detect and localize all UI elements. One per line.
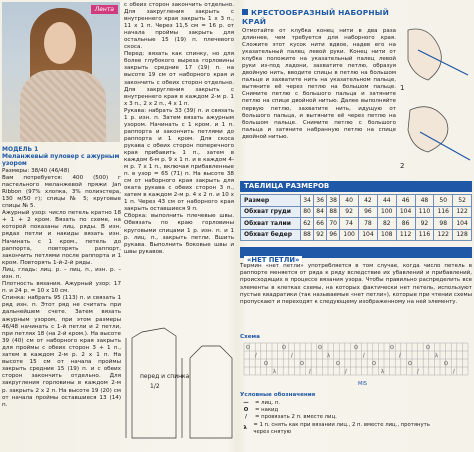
svg-text:1: 1 bbox=[400, 84, 405, 92]
cross-edge-section bbox=[242, 8, 396, 141]
brand-logo: Лента bbox=[91, 5, 118, 14]
scheme-symbol: O bbox=[354, 345, 358, 351]
size-cell: 70 bbox=[327, 218, 340, 230]
size-cell: 98 bbox=[434, 218, 453, 230]
size-cell: 116 bbox=[415, 229, 434, 241]
scheme-symbol: O bbox=[444, 361, 448, 367]
size-cell: 74 bbox=[340, 218, 359, 230]
front-text: Перед: вязать как спинку, но для более глубокого выреза горловины закрыть средние 17 (19) п. на высоте 19 см от наборного края и закончить с обеих сторон отдельно. Для закругления закрыть с внутреннего края в каждом 2-м р. 1 х 3 п., 2 х 2 п., 4 х 1 п. bbox=[124, 51, 234, 107]
scheme-symbol: / bbox=[291, 353, 293, 359]
scheme-symbol: / bbox=[255, 353, 257, 359]
sleeve-piece bbox=[190, 346, 232, 438]
size-cell: 122 bbox=[453, 206, 472, 218]
legend-symbol: — bbox=[243, 400, 249, 406]
density-text: Плотность вязания. Ажурный узор: 17 п. и 24 р. = 10 х 10 см. bbox=[2, 281, 121, 295]
size-table-row bbox=[241, 195, 472, 207]
size-cell: 84 bbox=[314, 206, 327, 218]
square-bullet-icon bbox=[242, 9, 248, 15]
sizes-text: Размеры: 38/40 (46/48) bbox=[2, 167, 70, 174]
legend-text: = лиц. п. bbox=[255, 400, 281, 406]
size-cell: 104 bbox=[396, 206, 415, 218]
scheme-symbol: λ bbox=[327, 353, 330, 359]
size-cell: 92 bbox=[415, 218, 434, 230]
back-text: Спинка: набрать 95 (113) п. и связать 1 ряд изн. п. Этот ряд не считать при дальнейшем счете. Затем вязать ажурным узором, при этом размеры 46/48 начинать с 1-й петли и 2 петли, при петлях 18 (на 2-й кром.). На высоте 39 (40) см от наборного края закрыть для проймы с обеих сторон 3 + 1 п., затем в каждом 2-м р. 2 х 1 п. На высоте 15 см от начала проймы закрыть средние 15 (19) п. и с обеих сторон закончить отдельно. Для закругления горловины в каждом 2-м р. закрыть 2 х 2 п. На высоте 19 (20) см от начала проймы оставшиеся 13 (14) п. bbox=[2, 295, 121, 408]
model-photo bbox=[2, 2, 120, 142]
scheme-symbol: O bbox=[408, 361, 412, 367]
size-cell: 96 bbox=[327, 229, 340, 241]
legend-item bbox=[240, 407, 440, 414]
size-cell: 108 bbox=[377, 229, 396, 241]
stockinette-text: Лиц. гладь: лиц. р. – лиц. п., изн. р. – изн. п. bbox=[2, 266, 121, 281]
column-2 bbox=[124, 2, 234, 256]
scheme-symbol: / bbox=[363, 353, 365, 359]
no-loop-header bbox=[240, 247, 472, 264]
hand-1-icon bbox=[408, 29, 441, 80]
scheme-symbol: O bbox=[300, 361, 304, 367]
size-cell: 46 bbox=[396, 195, 415, 207]
scheme-symbol: O bbox=[372, 361, 376, 367]
materials-text: Вам потребуется: 400 (500) г пастельного меланжевой пряжи Jan Ribbon (97% хлопка, 3% полиэстера, 130 м/50 г); спицы № 5; круговые спицы № 5. bbox=[2, 174, 121, 210]
size-cell: 112 bbox=[396, 229, 415, 241]
instructions-cont: с обеих сторон закончить отдельно. Для закругления закрыть с внутреннего края закрыть 1 х 3 п., 11 х 1 п. Через 11,5 см = 16 р. от начала проймы закрыть для остальные 15 (19) п. плечевого скоса. bbox=[124, 2, 234, 51]
no-loop-title: «НЕТ ПЕТЛИ» bbox=[244, 256, 302, 265]
legend bbox=[240, 400, 440, 436]
size-cell: 92 bbox=[314, 229, 327, 241]
no-loop-text: Термин «нет петли» употребляется в том случае, когда число петель в раппорте меняется от ряда к ряду вследствие их убавлений и прибавлений, происходящих в процессе вязания узора. Чтобы правильно распределить все элементы в клетках схемы, на которых фактически нет петель, используют пустые квадратики (так называемые «нет петли»), которые при чтении схемы пропускают и переходят к следующему изображенному на ней элементу. bbox=[240, 263, 472, 306]
model-title: Меланжевый пуловер с ажурным узором bbox=[2, 153, 120, 168]
knitting-scheme bbox=[240, 341, 472, 387]
size-cell: 48 bbox=[415, 195, 434, 207]
size-cell: 110 bbox=[415, 206, 434, 218]
size-row-label: Обхват груди bbox=[241, 206, 301, 218]
scheme-title: Схема bbox=[240, 334, 260, 340]
size-cell: 100 bbox=[340, 229, 359, 241]
sleeves-text: Рукава: набрать 33 (39) п. и связать 1 р. изн. п. Затем вязать ажурным узором. Начинать с 1 кром. и 1 п. раппорта и закончить петлями до раппорта и 1 кром. Для скоса рукава с обеих сторон поперечного края прибавить 1 п., затем в каждом 6-м р. 9 х 1 п. и в каждом 4-м р. 7 х 1 п., включая прибавленные п. в узор = 65 (71) п. На высоте 38 см от наборного края закрыть для оката рукава с обеих сторон 3 п., затем в каждом 2-м р. 4 х 2 п. и 10 х 1 п. Через 43 см от наборного края закрыть оставшиеся 9 п. bbox=[124, 107, 234, 213]
cross-edge-title: КРЕСТООБРАЗНЫЙ НАБОРНЫЙ КРАЙ bbox=[242, 8, 390, 26]
size-cell: 80 bbox=[301, 206, 314, 218]
column-1 bbox=[2, 146, 121, 409]
model-number: МОДЕЛЬ 1 bbox=[2, 146, 39, 153]
size-cell: 52 bbox=[453, 195, 472, 207]
size-cell: 42 bbox=[359, 195, 378, 207]
size-cell: 38 bbox=[327, 195, 340, 207]
size-cell: 44 bbox=[377, 195, 396, 207]
legend-symbol: λ bbox=[243, 425, 247, 432]
svg-text:2: 2 bbox=[400, 162, 405, 170]
size-cell: 40 bbox=[340, 195, 359, 207]
scheme-symbol: λ bbox=[273, 369, 276, 375]
legend-title: Условные обозначения bbox=[240, 392, 316, 398]
pattern-label-half: 1/2 bbox=[150, 383, 160, 390]
legend-text: = 1 п. снять как при вязании лиц., 2 п. вместе лиц., протянуть через снятую bbox=[253, 421, 430, 435]
garment-pattern-diagram bbox=[120, 318, 240, 450]
legend-symbol: / bbox=[245, 414, 247, 421]
scheme-symbol: / bbox=[399, 353, 401, 359]
hand-2-icon bbox=[408, 107, 448, 152]
size-cell: 66 bbox=[314, 218, 327, 230]
size-table-title: ТАБЛИЦА РАЗМЕРОВ bbox=[240, 181, 472, 192]
size-cell: 78 bbox=[359, 218, 378, 230]
scheme-symbol: O bbox=[264, 361, 268, 367]
legend-item bbox=[240, 422, 440, 436]
photo-sweater bbox=[20, 70, 106, 142]
scheme-symbol: O bbox=[246, 345, 250, 351]
size-table-row bbox=[241, 218, 472, 230]
size-cell: 104 bbox=[359, 229, 378, 241]
size-table-row bbox=[241, 206, 472, 218]
scheme-symbol: O bbox=[336, 361, 340, 367]
size-cell: 88 bbox=[301, 229, 314, 241]
size-cell: 88 bbox=[327, 206, 340, 218]
size-cell: 100 bbox=[377, 206, 396, 218]
hands-illustration bbox=[398, 20, 472, 170]
legend-item bbox=[240, 400, 440, 407]
photo-face bbox=[44, 22, 76, 64]
scheme-symbol: λ bbox=[435, 353, 438, 359]
size-cell: 96 bbox=[359, 206, 378, 218]
size-row-label: Обхват бедер bbox=[241, 229, 301, 241]
legend-symbol: O bbox=[243, 407, 249, 414]
size-table-row bbox=[241, 229, 472, 241]
scheme-symbol: / bbox=[345, 369, 347, 375]
size-cell: 122 bbox=[434, 229, 453, 241]
size-cell: 86 bbox=[396, 218, 415, 230]
size-cell: 82 bbox=[377, 218, 396, 230]
size-cell: 92 bbox=[340, 206, 359, 218]
scheme-symbol: / bbox=[309, 369, 311, 375]
size-cell: 104 bbox=[453, 218, 472, 230]
pattern-label-frontback: перед и спинка bbox=[140, 373, 190, 380]
scheme-symbol: O bbox=[318, 345, 322, 351]
size-cell: 116 bbox=[434, 206, 453, 218]
column-3 bbox=[238, 0, 474, 452]
scheme-symbol: O bbox=[282, 345, 286, 351]
size-table bbox=[240, 194, 472, 241]
cross-edge-text: Отмотайте от клубка конец нити в два раза длиннее, чем требуется для наборного края. Сложите этот кусок нити вдвое, надев его на указательный палец левой руки. Конец нити от клубка положите на указательный палец левой руки из-под ладони, захватите петлю, образуя двойную нить, вводите спицы в петлю на большом пальце и захватите нить на указательном пальце, вытяните её через петлю на большом пальце. Снимите петлю с большого пальца и затяните петлю на спице двойной нитью. Далее выполняйте первую петлю, захватите нить, идущую от большого пальца, и вытяните её через петлю на большом пальце. Снимите петлю с большого пальца и затяните набранную петлю на спице двойной нитью. bbox=[242, 28, 396, 140]
size-cell: 128 bbox=[453, 229, 472, 241]
scheme-symbol: O bbox=[390, 345, 394, 351]
size-cell: 36 bbox=[314, 195, 327, 207]
size-cell: 50 bbox=[434, 195, 453, 207]
size-cell: 62 bbox=[301, 218, 314, 230]
size-row-label: Обхват талии bbox=[241, 218, 301, 230]
assembly-text: Сборка: выполнить плечевые швы. Обвязать по краю горловины круговыми спицами 1 р. изн. п. и 1 р. лиц. п., закрыть петли. Вшить рукава. Выполнить боковые швы и швы рукавов. bbox=[124, 213, 234, 255]
scheme-symbol: λ bbox=[381, 369, 384, 375]
ajour-text: Ажурный узор: число петель кратно 18 + 1 + 2 кром. Вязать по схеме, на которой показаны лиц. ряды. В изн. рядах петли и накиды вязать изн. Начинать с 1 кром., петель до раппорта, повторять раппорт, закончить петлями после раппорта и 1 кром. Повторять 1-й-2-й ряды. bbox=[2, 210, 121, 266]
legend-item bbox=[240, 414, 440, 421]
scheme-symbol: / bbox=[417, 369, 419, 375]
scheme-mark: MIS bbox=[358, 381, 367, 387]
scheme-symbol: / bbox=[453, 369, 455, 375]
legend-text: = провязать 2 п. вместе лиц. bbox=[255, 414, 337, 421]
legend-text: = накид bbox=[255, 407, 279, 414]
scheme-symbol: O bbox=[426, 345, 430, 351]
size-row-label: Размер bbox=[241, 195, 301, 207]
size-cell: 34 bbox=[301, 195, 314, 207]
